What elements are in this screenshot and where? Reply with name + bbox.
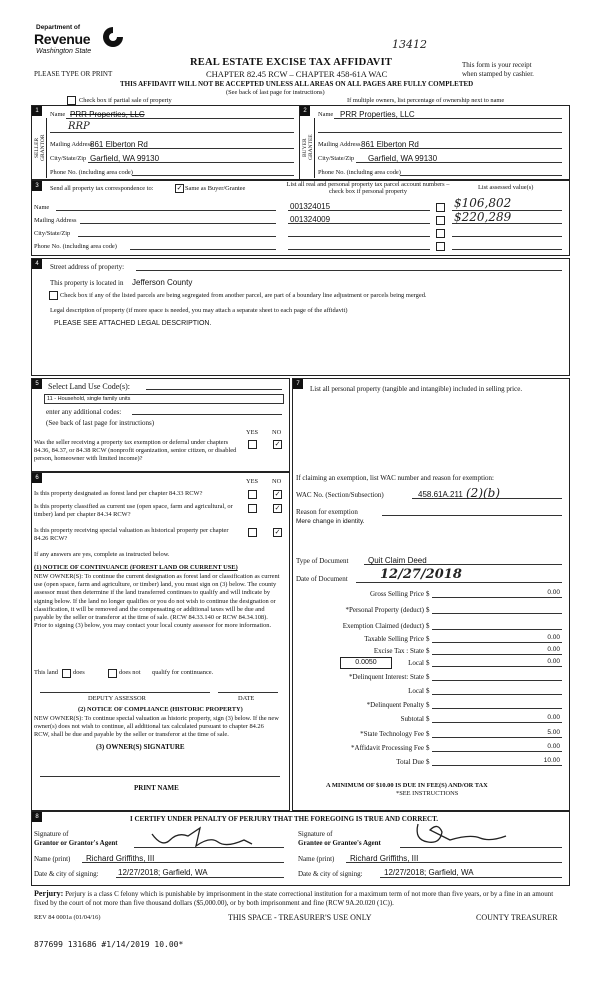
dor-logo — [34, 24, 124, 64]
grantor-name-value[interactable]: Richard Griffiths, III — [86, 854, 155, 863]
buyer-mailing-value[interactable]: 861 Elberton Rd — [361, 140, 419, 149]
grantee-date-label: Date & city of signing: — [298, 870, 363, 878]
reason-exemption-line — [382, 515, 562, 516]
segregate-checkbox[interactable] — [49, 291, 58, 300]
grantor-date-label: Date & city of signing: — [34, 870, 99, 878]
state-technology-fee-label: *State Technology Fee — [360, 730, 424, 738]
taxable-selling-price-label: Taxable Selling Price — [364, 635, 424, 643]
dollar-sign: $ — [426, 687, 430, 695]
does-not-qualify-checkbox[interactable] — [108, 669, 117, 678]
grantee-date-line — [380, 877, 562, 878]
seller-city-label: City/State/Zip — [50, 155, 87, 162]
send-correspondence-label: Send all property tax correspondence to: — [50, 185, 154, 192]
buyer-name-label: Name — [318, 111, 334, 118]
delinquent-penalty-label: *Delinquent Penalty — [366, 701, 424, 709]
wac-number-value[interactable]: 458.61A.211 — [418, 490, 463, 499]
state-technology-fee-line — [432, 737, 562, 738]
personal-property-deduct-line — [432, 613, 562, 614]
parcel-number[interactable]: 001324015 — [290, 202, 331, 211]
total-due-label: Total Due — [396, 758, 424, 766]
notice-continuance-body: NEW OWNER(S): To continue the current designation as forest land or classification as current use (open space, farm and agriculture, or timber) land, you must sign on (3) below. The county assessor must then determine if the land transferred continues to qualify and will indicate by signing below. If the land no longer qualifies or you do not wish to continue the designation or classification, it will be removed and the compensating or additional taxes will be due and payable by the seller or transferor at the time of sale. (RCW 84.33.140 or RCW 84.34.108). Prior to signing (3) below, you may contact your local county assessor for more information. — [34, 573, 280, 630]
logo-line-2: Revenue — [34, 31, 91, 47]
personal-property-checkbox[interactable] — [436, 229, 445, 238]
local-rate-field[interactable]: 0.0050 — [340, 657, 392, 669]
subtotal-value[interactable]: 0.00 — [547, 714, 560, 721]
grantor-name-label: Name (print) — [34, 855, 71, 863]
deputy-date-label: DATE — [238, 695, 255, 702]
subtotal-label: Subtotal — [400, 715, 424, 723]
notice-continuance-title: (1) NOTICE OF CONTINUANCE (FOREST LAND OR CURRENT USE) — [34, 564, 238, 571]
legal-description-value[interactable]: PLEASE SEE ATTACHED LEGAL DESCRIPTION. — [54, 320, 212, 327]
grantee-signature-label-2: Grantee or Grantee's Agent — [298, 839, 381, 847]
located-in-label: This property is located in — [50, 279, 124, 287]
delinquent-interest-local-line — [432, 694, 562, 695]
yes-header: YES — [246, 478, 259, 485]
no-header: NO — [272, 429, 282, 436]
section-7-tag: 7 — [293, 379, 303, 389]
parcel-number[interactable]: 001324009 — [290, 215, 331, 224]
exemption-no-checkbox[interactable]: ✓ — [274, 440, 281, 448]
delinquent-interest-state-label: *Delinquent Interest: State — [348, 673, 424, 681]
current-use-yes-checkbox[interactable] — [248, 504, 257, 513]
dollar-sign: $ — [426, 606, 430, 614]
excise-tax-local-value[interactable]: 0.00 — [547, 658, 560, 665]
assessed-line-3 — [452, 236, 562, 237]
personal-property-checkbox[interactable] — [436, 242, 445, 251]
reason-exemption-value[interactable]: Mere change in identity. — [296, 518, 365, 525]
assessed-value[interactable]: $220,289 — [454, 210, 512, 224]
total-due-line — [432, 765, 562, 766]
form-subtitle: CHAPTER 82.45 RCW – CHAPTER 458-61A WAC — [206, 69, 388, 79]
form-warning: THIS AFFIDAVIT WILL NOT BE ACCEPTED UNLESS ALL AREAS ON ALL PAGES ARE FULLY COMPLETED — [120, 80, 474, 88]
excise-tax-local-line — [432, 666, 562, 667]
corr-name-line — [56, 210, 276, 211]
seller-mailing-label: Mailing Address — [50, 141, 93, 148]
delinquent-penalty-line — [432, 708, 562, 709]
document-date-label: Date of Document — [296, 575, 348, 583]
deputy-date-line — [218, 692, 278, 693]
dollar-sign: $ — [426, 622, 430, 630]
corr-phone-line — [130, 249, 276, 250]
section-1-tag: 1 — [32, 106, 42, 116]
excise-tax-local-label: Local — [408, 659, 424, 667]
additional-codes-line — [132, 414, 282, 415]
assessed-header: List assessed value(s) — [478, 184, 534, 191]
buyer-city-label: City/State/Zip — [318, 155, 355, 162]
corr-mailing-label: Mailing Address — [34, 217, 77, 224]
exemption-claimed-label: Exemption Claimed (deduct) — [342, 622, 424, 630]
wac-number-label: WAC No. (Section/Subsection) — [296, 491, 384, 499]
land-use-select[interactable]: 11 - Household, single family units — [44, 394, 284, 404]
deputy-assessor-line — [40, 692, 210, 693]
minimum-fee-note: A MINIMUM OF $10.00 IS DUE IN FEE(S) AND/OR TAX — [326, 782, 488, 789]
grantee-name-label: Name (print) — [298, 855, 335, 863]
buyer-name-value[interactable]: PRR Properties, LLC — [340, 110, 415, 119]
dollar-sign: $ — [426, 758, 430, 766]
treasurer-stamp: 877699 131686 #1/14/2019 10.00* — [34, 940, 184, 949]
corr-city-label: City/State/Zip — [34, 230, 71, 237]
owner-signature-line — [40, 776, 280, 777]
document-date-line — [356, 582, 562, 583]
form-revision: REV 84 0001a (01/04/16) — [34, 914, 101, 921]
corr-phone-label: Phone No. (including area code) — [34, 243, 117, 250]
if-any-yes-note: If any answers are yes, complete as instructed below. — [34, 551, 170, 558]
yes-header: YES — [246, 429, 259, 436]
see-instructions-note: *SEE INSTRUCTIONS — [396, 790, 459, 797]
grantee-signature-label-1: Signature of — [298, 830, 333, 838]
excise-tax-state-value[interactable]: 0.00 — [547, 646, 560, 653]
grantor-signature — [148, 826, 258, 852]
corr-city-line — [78, 236, 276, 237]
document-type-label: Type of Document — [296, 557, 349, 565]
notice-compliance-title: (2) NOTICE OF COMPLIANCE (HISTORIC PROPERTY) — [78, 706, 243, 713]
owner-signature-label: (3) OWNER(S) SIGNATURE — [96, 743, 185, 751]
excise-tax-state-line — [432, 654, 562, 655]
document-date-value[interactable]: 12/27/2018 — [380, 567, 462, 582]
street-address-line — [136, 270, 562, 271]
county-treasurer-label: COUNTY TREASURER — [476, 913, 558, 922]
seller-name-correction: RRP — [68, 121, 90, 132]
buyer-side-rule — [314, 118, 315, 178]
dollar-sign: $ — [426, 635, 430, 643]
seller-phone-line — [132, 175, 294, 176]
land-use-line — [146, 389, 282, 390]
affidavit-processing-fee-line — [432, 751, 562, 752]
seller-name-value[interactable]: PRR Properties, LLC — [70, 110, 145, 119]
county-value[interactable]: Jefferson County — [132, 278, 193, 287]
buyer-name-line-2 — [318, 132, 562, 133]
document-type-value[interactable]: Quit Claim Deed — [368, 556, 427, 565]
no-header: NO — [272, 478, 282, 485]
grantor-signature-label-1: Signature of — [34, 830, 69, 838]
subtotal-line — [432, 722, 562, 723]
parcel-line-4 — [288, 249, 430, 250]
street-address-label: Street address of property: — [50, 263, 125, 271]
seller-city-value[interactable]: Garfield, WA 99130 — [90, 154, 160, 163]
buyer-mailing-label: Mailing Address — [318, 141, 361, 148]
exemption-yes-checkbox[interactable] — [248, 440, 257, 449]
section-6-box — [31, 472, 290, 811]
parcel-line-2 — [288, 223, 430, 224]
parcel-header: List all real and personal property tax parcel account numbers – check box if personal property — [286, 181, 450, 195]
legal-description-label: Legal description of property (if more space is needed, you may attach a separate sheet to each page of the affidavit) — [50, 307, 348, 314]
please-type-note: PLEASE TYPE OR PRINT — [34, 70, 113, 78]
deputy-assessor-label: DEPUTY ASSESSOR — [88, 695, 146, 702]
partial-sale-label: Check box if partial sale of property — [79, 97, 172, 104]
seller-phone-label: Phone No. (including area code) — [50, 169, 133, 176]
wac-subsection-handwritten: (2)(b) — [466, 486, 501, 500]
seller-name-label: Name — [50, 111, 66, 118]
parcel-line-3 — [288, 236, 430, 237]
grantee-name-value[interactable]: Richard Griffiths, III — [350, 854, 419, 863]
dollar-sign: $ — [426, 590, 430, 598]
affidavit-processing-fee-label: *Affidavit Processing Fee — [351, 744, 424, 752]
land-use-see-back: (See back of last page for instructions) — [46, 419, 155, 427]
buyer-phone-line — [400, 175, 562, 176]
section-3-tag: 3 — [32, 181, 42, 191]
segregate-label: Check box if any of the listed parcels are being segregated from another parcel, are part of a boundary line adjustment or parcels being merged. — [60, 292, 427, 299]
treasurer-use-label: THIS SPACE - TREASURER'S USE ONLY — [228, 913, 372, 922]
see-back-note: (See back of last page for instructions) — [226, 89, 325, 96]
corr-mailing-line — [80, 223, 276, 224]
same-as-buyer-checkbox[interactable]: ✓ — [176, 184, 183, 192]
does-not-label: does not — [119, 669, 141, 676]
buyer-phone-label: Phone No. (including area code) — [318, 169, 401, 176]
land-use-label: Select Land Use Code(s): — [48, 382, 130, 391]
section-5-tag: 5 — [32, 379, 42, 389]
dollar-sign: $ — [426, 701, 430, 709]
historic-question: Is this property receiving special valuation as historical property per chapter 84.26 RCW? — [34, 527, 229, 542]
seller-name-line-2 — [50, 132, 294, 133]
state-technology-fee-value[interactable]: 5.00 — [547, 729, 560, 736]
partial-sale-checkbox[interactable] — [67, 96, 76, 105]
dollar-sign: $ — [426, 673, 430, 681]
exemption-question: Was the seller receiving a property tax exemption or deferral under chapters 84.36, 84.37, or 84.38 RCW (nonprofit organization, senior citizen, or disabled person, homeowner with limited income)? — [34, 439, 237, 462]
reason-exemption-label: Reason for exemption — [296, 508, 358, 516]
receipt-note-2: when stamped by cashier. — [462, 70, 534, 78]
seller-side-label: SELLER GRANTOR — [34, 134, 46, 161]
certify-statement: I CERTIFY UNDER PENALTY OF PERJURY THAT THE FOREGOING IS TRUE AND CORRECT. — [130, 815, 439, 823]
print-name-label: PRINT NAME — [134, 784, 179, 792]
forest-land-question: Is this property designated as forest land per chapter 84.33 RCW? — [34, 490, 203, 497]
handwritten-number: 13412 — [392, 38, 427, 51]
gross-selling-price-line — [432, 597, 562, 598]
additional-codes-label: enter any additional codes: — [46, 408, 122, 416]
perjury-notice — [34, 889, 566, 908]
delinquent-interest-state-line — [432, 680, 562, 681]
personal-property-checkbox[interactable] — [436, 216, 445, 225]
dollar-sign: $ — [426, 659, 430, 667]
does-qualify-checkbox[interactable] — [62, 669, 71, 678]
personal-property-deduct-label: *Personal Property (deduct) — [345, 606, 424, 614]
notice-compliance-body: NEW OWNER(S): To continue special valuation as historic property, sign (3) below. If the new owner(s) does not wish to continue, all additional tax calculated pursuant to chapter 84.26 RCW, shall be due and payable by the seller or transferor at the time of sale. — [34, 715, 279, 739]
excise-tax-state-label: Excise Tax : State — [373, 647, 424, 655]
grantor-signature-label-2: Grantor or Grantor's Agent — [34, 839, 118, 847]
seller-mailing-value[interactable]: 861 Elberton Rd — [90, 140, 148, 149]
personal-property-label: List all personal property (tangible and intangible) included in selling price. — [310, 385, 523, 393]
parcel-line-1 — [288, 210, 430, 211]
dollar-sign: $ — [426, 715, 430, 723]
this-land-label: This land — [34, 669, 58, 676]
personal-property-checkbox[interactable] — [436, 203, 445, 212]
does-label: does — [73, 669, 85, 676]
receipt-note-1: This form is your receipt — [462, 61, 532, 69]
parties-divider — [299, 105, 300, 179]
buyer-city-value[interactable]: Garfield, WA 99130 — [368, 154, 438, 163]
current-use-question: Is this property classified as current use (open space, farm and agricultural, or timber) land per chapter 84.34 RCW? — [34, 503, 233, 518]
taxable-selling-price-value[interactable]: 0.00 — [547, 634, 560, 641]
total-due-value[interactable]: 10.00 — [543, 757, 560, 764]
delinquent-interest-local-label: Local — [408, 687, 424, 695]
seller-side-rule — [46, 118, 47, 178]
perjury-text: Perjury is a class C felony which is punishable by imprisonment in the state correctional institution for a maximum term of not more than five years, or by a fine in an amount fixed by the court of not more than five thousand dollars ($5,000.00), or by both imprisonment and fine (RCW 9A.20.020 (1C)). — [34, 890, 554, 907]
logo-swirl-icon — [102, 26, 124, 48]
section-8-tag: 8 — [32, 812, 42, 822]
forest-yes-checkbox[interactable] — [248, 490, 257, 499]
historic-no-checkbox[interactable]: ✓ — [274, 528, 281, 536]
logo-line-3: Washington State — [36, 48, 92, 55]
dollar-sign: $ — [426, 744, 430, 752]
grantee-date-value[interactable]: 12/27/2018; Garfield, WA — [384, 868, 474, 877]
exemption-wac-label: If claiming an exemption, list WAC number and reason for exemption: — [296, 474, 494, 482]
perjury-title: Perjury: — [34, 889, 64, 898]
grantee-signature — [410, 820, 510, 850]
forest-no-checkbox[interactable]: ✓ — [274, 490, 281, 498]
gross-selling-price-value[interactable]: 0.00 — [547, 589, 560, 596]
section-4-box — [31, 258, 570, 376]
current-use-no-checkbox[interactable]: ✓ — [274, 504, 281, 512]
assessed-line-4 — [452, 249, 562, 250]
multiple-owners-note: If multiple owners, list percentage of ownership next to name — [347, 97, 505, 104]
section-6-tag: 6 — [32, 473, 42, 483]
assessed-line-2 — [452, 223, 562, 224]
affidavit-processing-fee-value[interactable]: 0.00 — [547, 743, 560, 750]
taxable-selling-price-line — [432, 642, 562, 643]
qualify-label: qualify for continuance. — [152, 669, 214, 676]
corr-name-label: Name — [34, 204, 50, 211]
same-as-buyer-label: Same as Buyer/Grantee — [185, 185, 246, 192]
section-7-box — [292, 378, 570, 811]
dollar-sign: $ — [426, 647, 430, 655]
assessed-value[interactable]: $106,802 — [454, 196, 512, 210]
grantor-date-line — [116, 877, 284, 878]
section-2-tag: 2 — [300, 106, 310, 116]
dollar-sign: $ — [426, 730, 430, 738]
section-4-tag: 4 — [32, 259, 42, 269]
gross-selling-price-label: Gross Selling Price — [369, 590, 424, 598]
historic-yes-checkbox[interactable] — [248, 528, 257, 537]
grantor-date-value[interactable]: 12/27/2018; Garfield, WA — [118, 868, 208, 877]
buyer-side-label: BUYER GRANTEE — [302, 134, 314, 161]
exemption-claimed-line — [432, 629, 562, 630]
form-title: REAL ESTATE EXCISE TAX AFFIDAVIT — [190, 57, 393, 68]
logo-line-1: Department of — [36, 24, 81, 31]
